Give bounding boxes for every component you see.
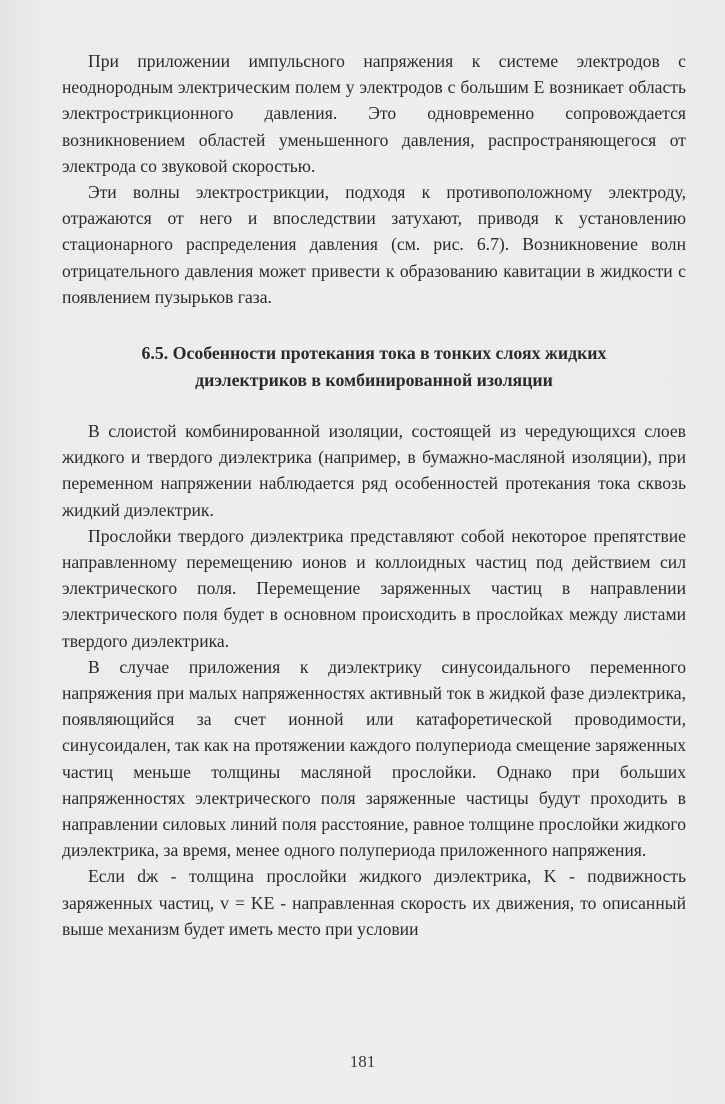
paragraph-6: Если dж - толщина прослойки жидкого диэлектрика, K - подвижность заряженных частиц, v = KE - направленная скорость их движения, то описанный выше механизм будет иметь место при условии: [62, 866, 686, 939]
section-heading-line-1: 6.5. Особенности протекания тока в тонких слоях жидких: [141, 343, 607, 364]
paragraph-4: Прослойки твердого диэлектрика представляют собой некоторое препятствие направленному перемещению ионов и коллоидных частиц под действием сил электрического поля. Перемещение заряженных частиц в направлении электрического поля будет в основном происходить в прослойках между листами твердого диэлектрика.: [62, 525, 686, 651]
page-number: 181: [349, 1052, 376, 1071]
paragraph-1: При приложении импульсного напряжения к системе электродов с неоднородным электрическим полем у электродов с большим E возникает область электрострикционного давления. Это одновременно сопровождается возникновением областей уменьшенного давления, распространяющегося от электрода со звуковой скоростью.: [62, 51, 686, 176]
section-heading-line-2: диэлектриков в комбинированной изоляции: [195, 370, 553, 391]
paragraph-5: В случае приложения к диэлектрику синусоидального переменного напряжения при малых напряженностях активный ток в жидкой фазе диэлектрика, появляющийся за счет ионной или катафоретической проводимости, синусоидален, так как на протяжении каждого полупериода смещение заряженных частиц меньше толщины масляной прослойки. Однако при больших напряженностях электрического поля заряженные частицы будут проходить в направлении силовых линий поля расстояние, равное толщине прослойки жидкого диэлектрика, за время, менее одного полупериода приложенного напряжения.: [62, 656, 686, 861]
paragraph-3: В слоистой комбинированной изоляции, состоящей из чередующихся слоев жидкого и твердого диэлектрика (например, в бумажно-масляной изоляции), при переменном напряжении наблюдается ряд особенностей протекания тока сквозь жидкий диэлектрик.: [62, 421, 686, 520]
paragraph-2: Эти волны электрострикции, подходя к противоположному электроду, отражаются от него и впоследствии затухают, приводя к установлению стационарного распределения давления (см. рис. 6.7). Возникновение волн отрицательного давления может привести к образованию кавитации в жидкости с появлением пузырьков газа.: [62, 182, 686, 307]
section-heading: [62, 340, 686, 394]
page-body: [62, 48, 686, 942]
